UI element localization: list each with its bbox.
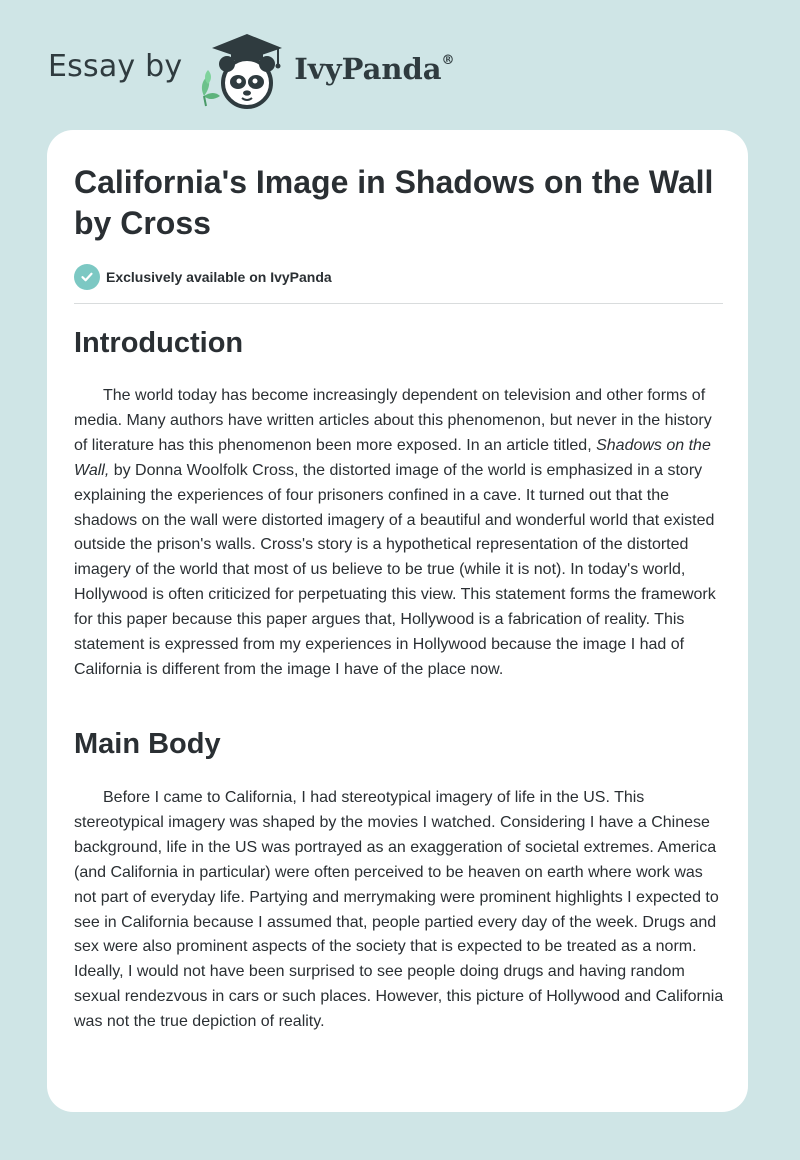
badge-label: Exclusively available on IvyPanda [106, 269, 332, 285]
brand-prefix: Essay by [48, 48, 183, 84]
divider [74, 303, 723, 304]
panda-graduate-icon [196, 28, 290, 112]
main-body-paragraph: Before I came to California, I had stereotypical imagery of life in the US. This stereotypical imagery was shaped by the movies I watched. Considering I have a Chinese background, life in the US was portrayed as an exaggeration of societal extremes. America (and California in particular) were often perceived to be heaven on earth where work was not part of everyday life. Partying and merrymaking were prominent highlights I expected to see in California because I assumed that, people partied every day of the week. Drugs and sex were also prominent aspects of the society that is expected to be treated as a norm. Ideally, I would not have been surprised to see people doing drugs and having random sexual rendezvous in cars or such places. However, this picture of Hollywood and California was not the true depiction of reality. [74, 789, 724, 1031]
registered-mark: ® [441, 53, 455, 69]
brand-name: IvyPanda® [294, 52, 455, 86]
section-heading-main-body: Main Body [74, 728, 221, 760]
site-header-logo[interactable] [48, 30, 455, 110]
check-circle-icon [74, 264, 100, 290]
section-heading-introduction: Introduction [74, 327, 244, 359]
essay-title: California's Image in Shadows on the Wall by Cross [74, 164, 714, 241]
essay-card [47, 130, 748, 1112]
availability-badge [74, 264, 332, 290]
introduction-paragraph: The world today has become increasingly dependent on television and other forms of media. Many authors have written articles about this phenomenon, but never in the history of literature has this phenomenon been more exposed. In an article titled, Shadows on the Wall, by Donna Woolfolk Cross, the distorted image of the world is emphasized in a story explaining the experiences of four prisoners confined in a cave. It turned out that the shadows on the wall were distorted imagery of a beautiful and wonderful world that existed outside the prison's walls. Cross's story is a hypothetical representation of the distorted imagery of the world that most of us believe to be true (while it is not). In today's world, Hollywood is often criticized for perpetuating this view. This statement forms the framework for this paper because this paper argues that, Hollywood is a fabrication of reality. This statement is expressed from my experiences in Hollywood because the image I had of California is different from the image I have of the place now. [74, 387, 716, 678]
work-title: Shadows on the Wall, [74, 436, 711, 479]
